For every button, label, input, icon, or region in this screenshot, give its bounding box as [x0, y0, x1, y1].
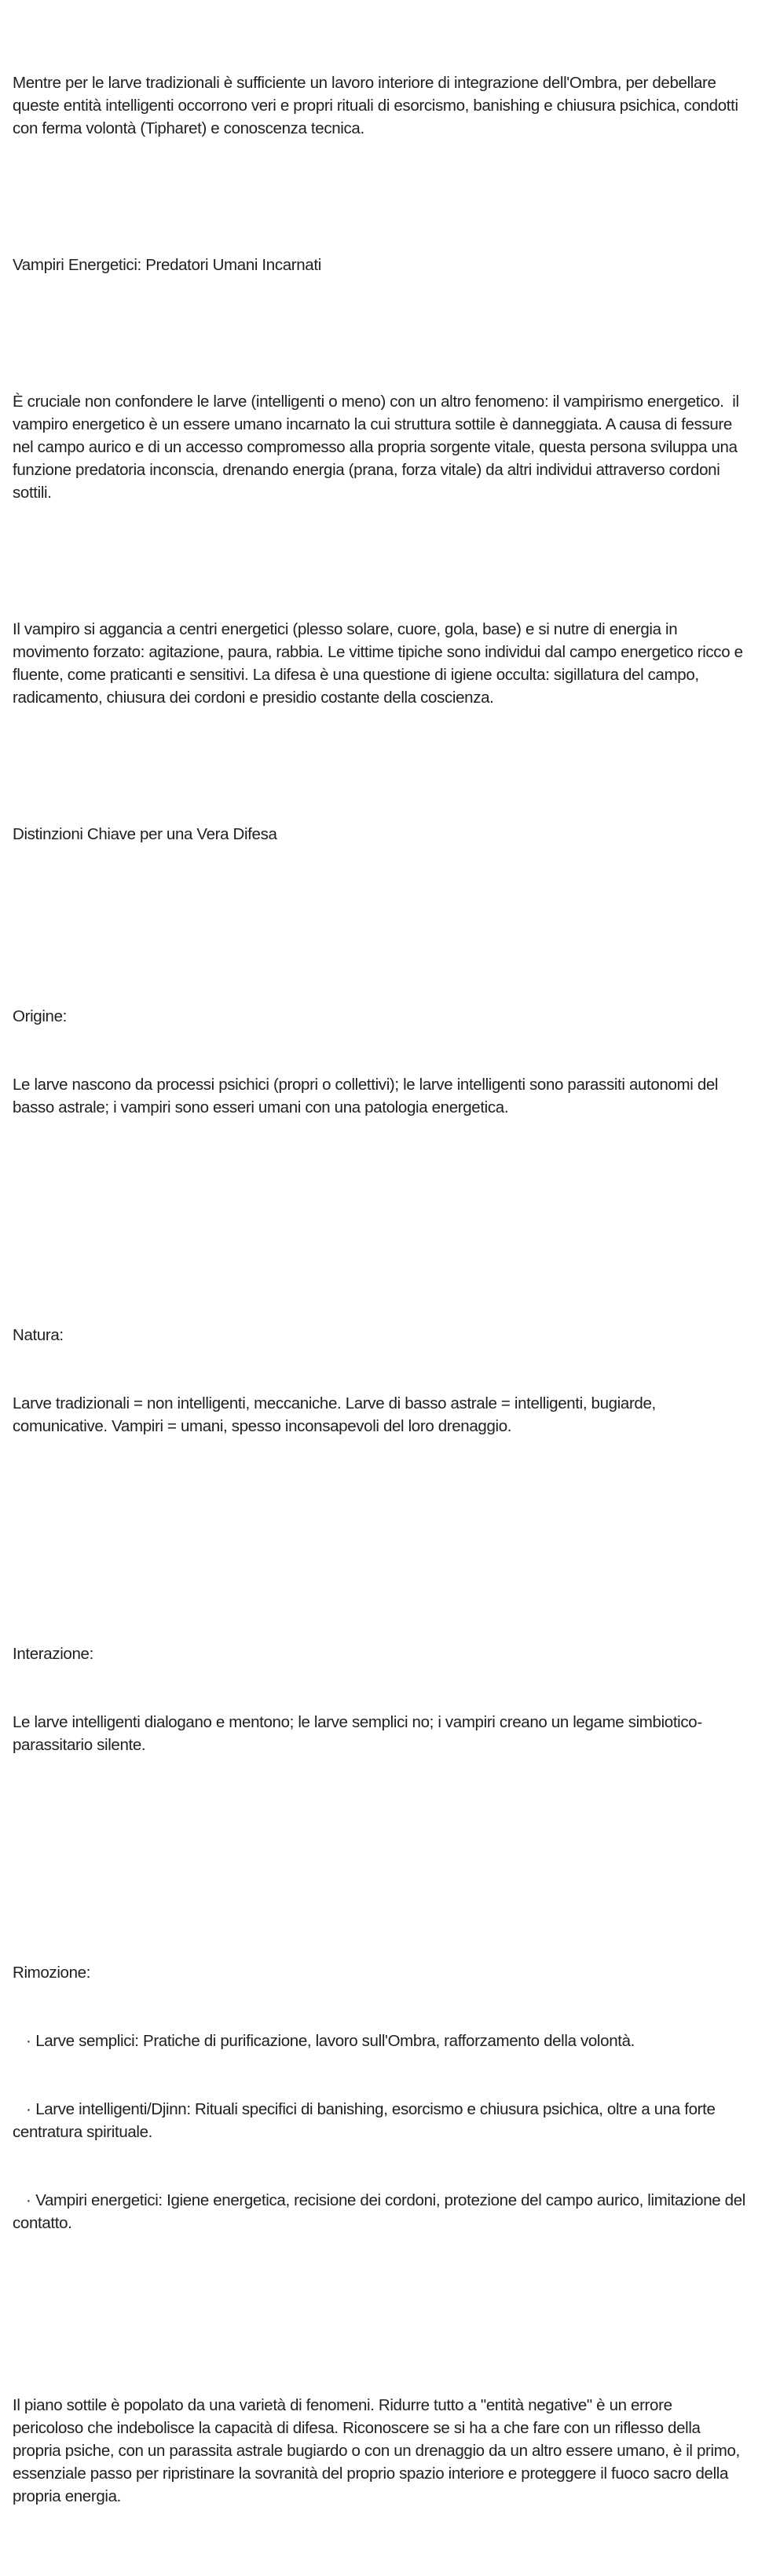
bullet-item	[13, 2030, 746, 2052]
section-rimozione	[13, 1916, 750, 2280]
section-label: Rimozione:	[13, 1964, 91, 1982]
section-heading: Distinzioni Chiave per una Vera Difesa	[13, 825, 277, 843]
bullet-item	[13, 2189, 750, 2234]
section-interazione	[13, 1597, 746, 1802]
section-text: Le larve nascono da processi psichici (propri o collettivi); le larve intelligenti sono parassiti autonomi del basso astrale; i vampiri sono esseri umani con una patologia energetica.	[13, 1076, 723, 1116]
section-label: Interazione:	[13, 1645, 93, 1663]
document-body	[13, 3, 750, 2576]
section-label: Origine:	[13, 1007, 67, 1025]
paragraph: Il piano sottile è popolato da una varietà di fenomeni. Ridurre tutto a "entità negative" è un errore pericoloso che indebolisce la capacità di difesa. Riconoscere se si ha a che fare con un riflesso della propria psiche, con un parassita astrale bugiardo o con un drenaggio da un altro essere umano, è il primo, essenziale passo per ripristinare la sovranità del proprio spazio interiore e proteggere il fuoco sacro della propria energia.	[13, 2396, 745, 2505]
paragraph: Mentre per le larve tradizionali è sufficiente un lavoro interiore di integrazione dell'Ombra, per debellare queste entità intelligenti occorrono veri e propri rituali di esorcismo, banishing e chiusura psichica, condotti con ferma volontà (Tipharet) e conoscenza tecnica.	[13, 74, 743, 137]
bullet-item-text: Larve semplici: Pratiche di purificazione, lavoro sull'Ombra, rafforzamento della volontà.	[35, 2032, 635, 2050]
bullet-item	[13, 2098, 746, 2143]
paragraph: È cruciale non confondere le larve (intelligenti o meno) con un altro fenomeno: il vampirismo energetico. il vampiro energetico è un essere umano incarnato la cui struttura sottile è danneggiata. A causa di fessure nel campo aurico e di un accesso compromesso alla propria sorgente vitale, questa persona sviluppa una funzione predatoria inconscia, drenando energia (prana, forza vitale) da altri individui attraverso cordoni sottili.	[13, 393, 744, 502]
section-heading: Vampiri Energetici: Predatori Umani Incarnati	[13, 256, 321, 274]
bullet-item-text: Larve intelligenti/Djinn: Rituali specifici di banishing, esorcismo e chiusura psichica, oltre a una forte centratura spirituale.	[13, 2100, 720, 2141]
paragraph: Il vampiro si aggancia a centri energetici (plesso solare, cuore, gola, base) e si nutre di energia in movimento forzato: agitazione, paura, rabbia. Le vittime tipiche sono individui dal campo energetico ricco e fluente, come praticanti e sensitivi. La difesa è una questione di igiene occulta: sigillatura del campo, radicamento, chiusura dei cordoni e presidio costante della coscienza.	[13, 620, 748, 707]
section-text: Le larve intelligenti dialogano e mentono; le larve semplici no; i vampiri creano un legame simbiotico-parassitario silente.	[13, 1713, 702, 1754]
bullet-icon: ·	[26, 2191, 31, 2209]
bullet-icon: ·	[26, 2100, 31, 2118]
section-natura	[13, 1278, 746, 1483]
bullet-item-text: Vampiri energetici: Igiene energetica, recisione dei cordoni, protezione del campo aurico, limitazione del contatto.	[13, 2191, 750, 2232]
section-origine	[13, 959, 746, 1164]
section-label: Natura:	[13, 1326, 64, 1344]
section-text: Larve tradizionali = non intelligenti, meccaniche. Larve di basso astrale = intelligenti, bugiarde, comunicative. Vampiri = umani, spesso inconsapevoli del loro drenaggio.	[13, 1394, 661, 1435]
bullet-icon: ·	[26, 2032, 31, 2050]
